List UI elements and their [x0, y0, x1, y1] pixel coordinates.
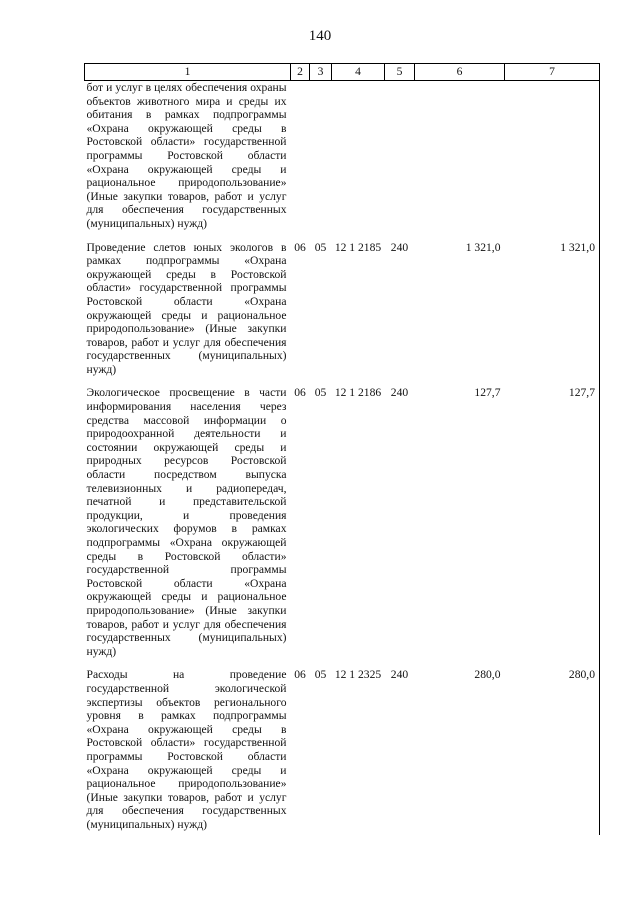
row-section: 06 [294, 240, 306, 254]
row-amount-2: 280,0 [505, 662, 600, 835]
table-row [85, 235, 600, 381]
table-row [85, 380, 600, 662]
row-amount-2: 127,7 [505, 380, 600, 662]
row-description: Экологическое просвещение в части информирования населения через средства массовой информации о природоохранной деятельности и состоянии окружающей среды и природных ресурсов Ростовской области посредством выпуска телевизионных и радиопередач, печатной и представительской продукции, и проведения экологических форумов в рамках подпрограммы «Охрана окружающей среды в Ростовской области» государственной программы Ростовской области «Охрана окружающей среды и рациональное природопользование» (Иные закупки товаров, работ и услуг для обеспечения государственных (муниципальных) нужд) [86, 386, 287, 658]
row-description: бот и услуг в целях обеспечения охраны объектов животного мира и среды их обитания в рамках подпрограммы «Охрана окружающей среды в Ростовской области» государственной программы Ростовской области «Охрана окружающей среды и рациональное природопользование» (Иные закупки товаров, работ и услуг для обеспечения государственных (муниципальных) нужд) [86, 81, 287, 230]
column-header-7: 7 [505, 64, 600, 81]
row-description: Проведение слетов юных экологов в рамках подпрограммы «Охрана окружающей среды в Ростовской области» государственной программы Ростовской области «Охрана окружающей среды и рациональное природопользование» (Иные закупки товаров, работ и услуг для обеспечения государственных (муниципальных) нужд) [86, 240, 287, 376]
row-subsection: 05 [314, 668, 327, 682]
row-section: 06 [294, 668, 306, 682]
row-amount-1: 280,0 [474, 668, 501, 682]
row-amount-2 [505, 81, 600, 235]
row-subsection: 05 [314, 386, 327, 400]
column-header-3: 3 [310, 64, 332, 81]
row-expense-type: 240 [390, 668, 409, 682]
row-expense-type [385, 81, 415, 235]
header-row [85, 64, 600, 81]
row-amount-1: 127,7 [474, 386, 501, 400]
row-target-article: 12 1 2185 [334, 240, 382, 254]
row-amount-2: 1 321,0 [505, 235, 600, 381]
row-subsection: 05 [314, 240, 327, 254]
row-section: 06 [294, 386, 306, 400]
row-target-article: 12 1 2186 [334, 386, 382, 400]
table-row [85, 662, 600, 835]
row-expense-type: 240 [390, 386, 409, 400]
column-header-4: 4 [332, 64, 385, 81]
row-subsection [310, 81, 332, 235]
column-header-1: 1 [85, 64, 291, 81]
row-target-article: 12 1 2325 [334, 668, 382, 682]
row-target-article [332, 81, 385, 235]
column-header-5: 5 [385, 64, 415, 81]
row-expense-type: 240 [390, 240, 409, 254]
row-amount-1 [415, 81, 505, 235]
row-section [291, 81, 310, 235]
page-number: 140 [308, 28, 332, 44]
row-description: Расходы на проведение государственной экологической экспертизы объектов регионального уровня в рамках подпрограммы «Охрана окружающей среды в Ростовской области» государственной программы Ростовской области «Охрана окружающей среды и рациональное природопользование» (Иные закупки товаров, работ и услуг для обеспечения государственных (муниципальных) нужд) [86, 668, 287, 831]
column-header-2: 2 [291, 64, 310, 81]
row-amount-1: 1 321,0 [465, 240, 501, 254]
column-header-6: 6 [415, 64, 505, 81]
table-row [85, 81, 600, 235]
budget-table [84, 63, 600, 835]
